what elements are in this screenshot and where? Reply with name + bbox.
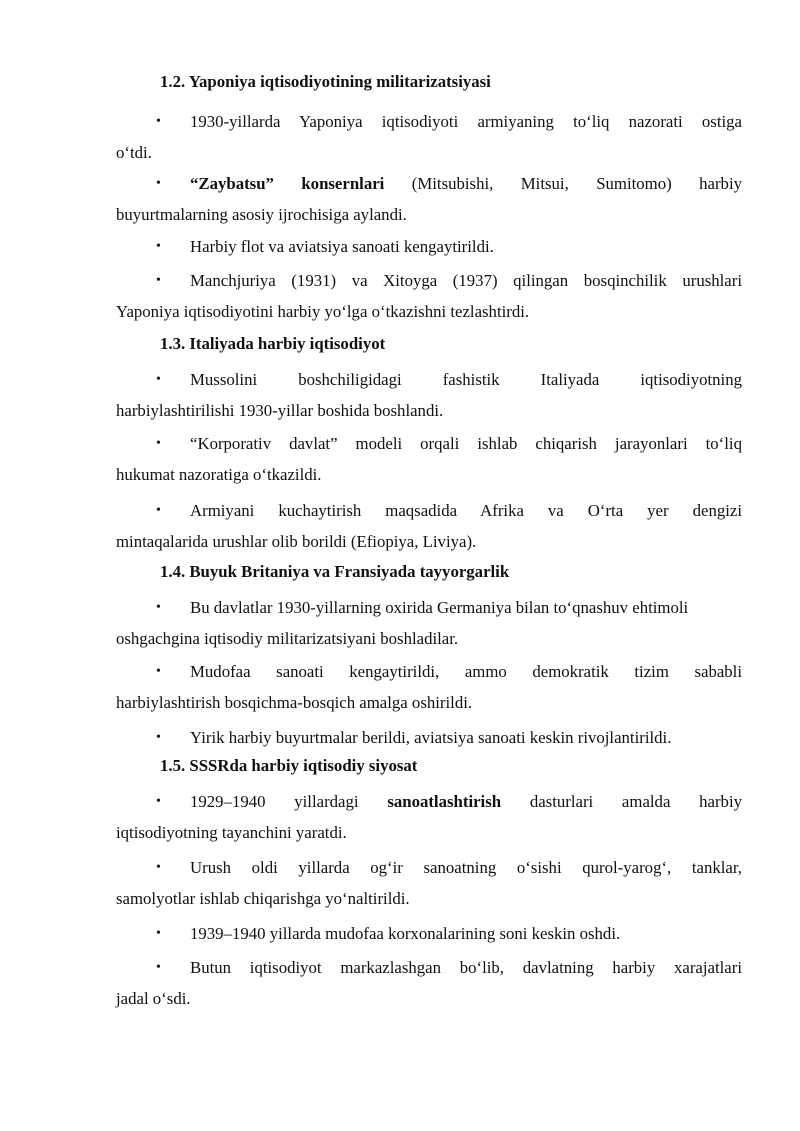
list-item xyxy=(116,495,742,557)
list-item xyxy=(116,428,742,490)
item-text: Harbiy flot va aviatsiya sanoati kengaytirildi. xyxy=(190,237,494,256)
item-text: 1930-yillarda Yaponiya iqtisodiyoti armiyaning to‘liq nazorati ostiga xyxy=(190,112,742,131)
list-item xyxy=(116,786,742,848)
bullet-icon: • xyxy=(156,503,161,518)
item-text: Butun iqtisodiyot markazlashgan bo‘lib, davlatning harbiy xarajatlari xyxy=(190,958,742,977)
list-item xyxy=(116,918,742,949)
bullet-icon: • xyxy=(156,176,161,191)
bullet-icon: • xyxy=(156,273,161,288)
list-item xyxy=(116,592,742,654)
item-text: Mussolini boshchiligidagi fashistik Italiyada iqtisodiyotning xyxy=(190,370,742,389)
item-text: Manchjuriya (1931) va Xitoyga (1937) qilingan bosqinchilik urushlari xyxy=(190,271,742,290)
bullet-icon: • xyxy=(156,372,161,387)
list-item xyxy=(116,952,742,1014)
bullet-icon: • xyxy=(156,926,161,941)
item-text-cont: harbiylashtirilishi 1930-yillar boshida boshlandi. xyxy=(116,401,444,420)
section-heading-1-5: 1.5. SSSRda harbiy iqtisodiy siyosat xyxy=(160,756,418,775)
list-item xyxy=(116,364,742,426)
bullet-icon: • xyxy=(156,114,161,129)
list-item xyxy=(116,231,742,262)
item-text: Yirik harbiy buyurtmalar berildi, aviatsiya sanoati keskin rivojlantirildi. xyxy=(190,728,672,747)
list-item xyxy=(116,168,742,230)
list-item xyxy=(116,852,742,914)
item-text-cont: jadal o‘sdi. xyxy=(116,989,191,1008)
bullet-icon: • xyxy=(156,960,161,975)
item-bold-text: sanoatlashtirish xyxy=(387,792,502,811)
bullet-icon: • xyxy=(156,794,161,809)
item-text xyxy=(116,786,742,817)
item-text-rest: (Mitsubishi, Mitsui, Sumitomo) harbiy xyxy=(411,174,742,193)
item-text-cont: samolyotlar ishlab chiqarishga yo‘naltirildi. xyxy=(116,889,410,908)
bullet-icon: • xyxy=(156,664,161,679)
item-text xyxy=(116,168,742,199)
item-text-cont: hukumat nazoratiga o‘tkazildi. xyxy=(116,465,322,484)
item-text-cont: iqtisodiyotning tayanchini yaratdi. xyxy=(116,823,347,842)
item-text: 1939–1940 yillarda mudofaa korxonalarining soni keskin oshdi. xyxy=(190,924,621,943)
item-bold-text: “Zaybatsu” konsernlari xyxy=(190,174,385,193)
item-text: Urush oldi yillarda og‘ir sanoatning o‘sishi qurol-yarog‘, tanklar, xyxy=(190,858,742,877)
item-text-cont: oshgachgina iqtisodiy militarizatsiyani boshladilar. xyxy=(116,629,459,648)
list-item xyxy=(116,656,742,718)
section-heading-1-2: 1.2. Yaponiya iqtisodiyotining militarizatsiyasi xyxy=(160,72,491,91)
list-item xyxy=(116,106,742,168)
item-text: Armiyani kuchaytirish maqsadida Afrika va O‘rta yer dengizi xyxy=(190,501,742,520)
item-text-start: 1929–1940 yillardagi xyxy=(190,792,359,811)
bullet-icon: • xyxy=(156,600,161,615)
item-text: Bu davlatlar 1930-yillarning oxirida Germaniya bilan to‘qnashuv ehtimoli xyxy=(190,598,689,617)
bullet-icon: • xyxy=(156,436,161,451)
item-text-rest: dasturlari amalda harbiy xyxy=(529,792,742,811)
section-heading-1-3: 1.3. Italiyada harbiy iqtisodiyot xyxy=(160,334,386,353)
bullet-icon: • xyxy=(156,239,161,254)
section-heading-1-4: 1.4. Buyuk Britaniya va Fransiyada tayyorgarlik xyxy=(160,562,510,581)
item-text-cont: mintaqalarida urushlar olib borildi (Efiopiya, Liviya). xyxy=(116,532,477,551)
bullet-icon: • xyxy=(156,860,161,875)
item-text-cont: Yaponiya iqtisodiyotini harbiy yo‘lga o‘tkazishni tezlashtirdi. xyxy=(116,302,530,321)
item-text-cont: buyurtmalarning asosiy ijrochisiga aylandi. xyxy=(116,205,407,224)
bullet-icon: • xyxy=(156,730,161,745)
list-item xyxy=(116,265,742,327)
item-text: Mudofaa sanoati kengaytirildi, ammo demokratik tizim sababli xyxy=(190,662,742,681)
item-text-cont: harbiylashtirish bosqichma-bosqich amalga oshirildi. xyxy=(116,693,473,712)
list-item xyxy=(116,722,742,753)
item-text: “Korporativ davlat” modeli orqali ishlab chiqarish jarayonlari to‘liq xyxy=(190,434,742,453)
item-text-cont: o‘tdi. xyxy=(116,143,152,162)
